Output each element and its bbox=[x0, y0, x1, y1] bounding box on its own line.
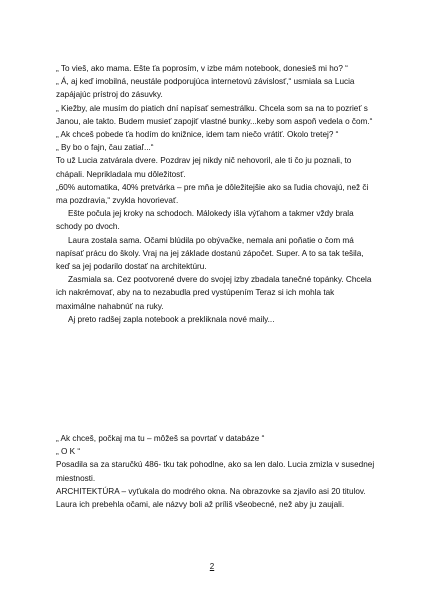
paragraph: „60% automatika, 40% pretvárka – pre mňa je dôležitejšie ako sa ľudia chovajú, než či ma pozdravia,“ zvykla hovorievať. bbox=[56, 182, 369, 206]
page-number: 2 bbox=[209, 562, 215, 571]
paragraph: „ Á, aj keď imobilná, neustále podporujúca internetovú závislosť,“ usmiala sa Lucia zapájajúc prístroj do zásuvky. bbox=[56, 77, 355, 100]
paragraph: „ Kiežby, ale musím do piatich dní napísať semestrálku. Chcela som sa na to pozrieť s Janou, ale takto. Budem musieť zapojiť vlastné bunky...keby som aspoň vedela o čom.“ bbox=[56, 103, 373, 126]
paragraph: To už Lucia zatvárala dvere. Pozdrav jej nikdy nič nehovoril, ale ti čo ju poznali, to chápali. Neprikladala mu dôležitosť. bbox=[56, 156, 352, 179]
paragraph: Laura zostala sama. Očami blúdila po obývačke, nemala ani poňatie o čom má napísať prácu do školy. Vraj na jej základe dostanú zápočet. Super. A to sa tak tešila, keď sa jej podarilo dostať na architektúru. bbox=[56, 235, 364, 272]
paragraph: „ O K “ bbox=[56, 447, 81, 457]
paragraph: Ešte počula jej kroky na schodoch. Málokedy išla výťahom a takmer vždy brala schody po dvoch. bbox=[56, 209, 354, 232]
paragraph: ARCHITEKTÚRA – vyťukala do modrého okna. Na obrazovke sa zjavilo asi 20 titulov. Laura ich prebehla očami, ale názvy boli až príliš všeobecné, než aby ju zaujali. bbox=[56, 486, 366, 510]
paragraph: „ To vieš, ako mama. Ešte ťa poprosím, v izbe mám notebook, donesieš mi ho? “ bbox=[56, 64, 348, 73]
text-section-2 bbox=[56, 432, 376, 511]
paragraph: Zasmiala sa. Cez pootvorené dvere do svojej izby zbadala tanečné topánky. Chcela ich nakrémovať, aby na to nezabudla pred vystúpením Teraz si ich mohla tak maximálne nahabnúť na ruky. bbox=[56, 275, 372, 311]
paragraph: „ By bo o fajn, čau zatiaľ...“ bbox=[56, 143, 154, 153]
paragraph: „ Ak chceš pobede ťa hodím do knižnice, idem tam niečo vrátiť. Okolo tretej? “ bbox=[56, 130, 339, 140]
paragraph: Aj preto radšej zapla notebook a prekliknala nové maily... bbox=[68, 314, 275, 324]
text-section-1 bbox=[56, 62, 376, 326]
paragraph: Posadila sa za staručkú 486- tku tak pohodlne, ako sa len dalo. Lucia zmizla v susednej miestnosti. bbox=[56, 460, 375, 483]
paragraph: „ Ak chceš, počkaj ma tu – môžeš sa povrtať v databáze “ bbox=[56, 434, 265, 443]
